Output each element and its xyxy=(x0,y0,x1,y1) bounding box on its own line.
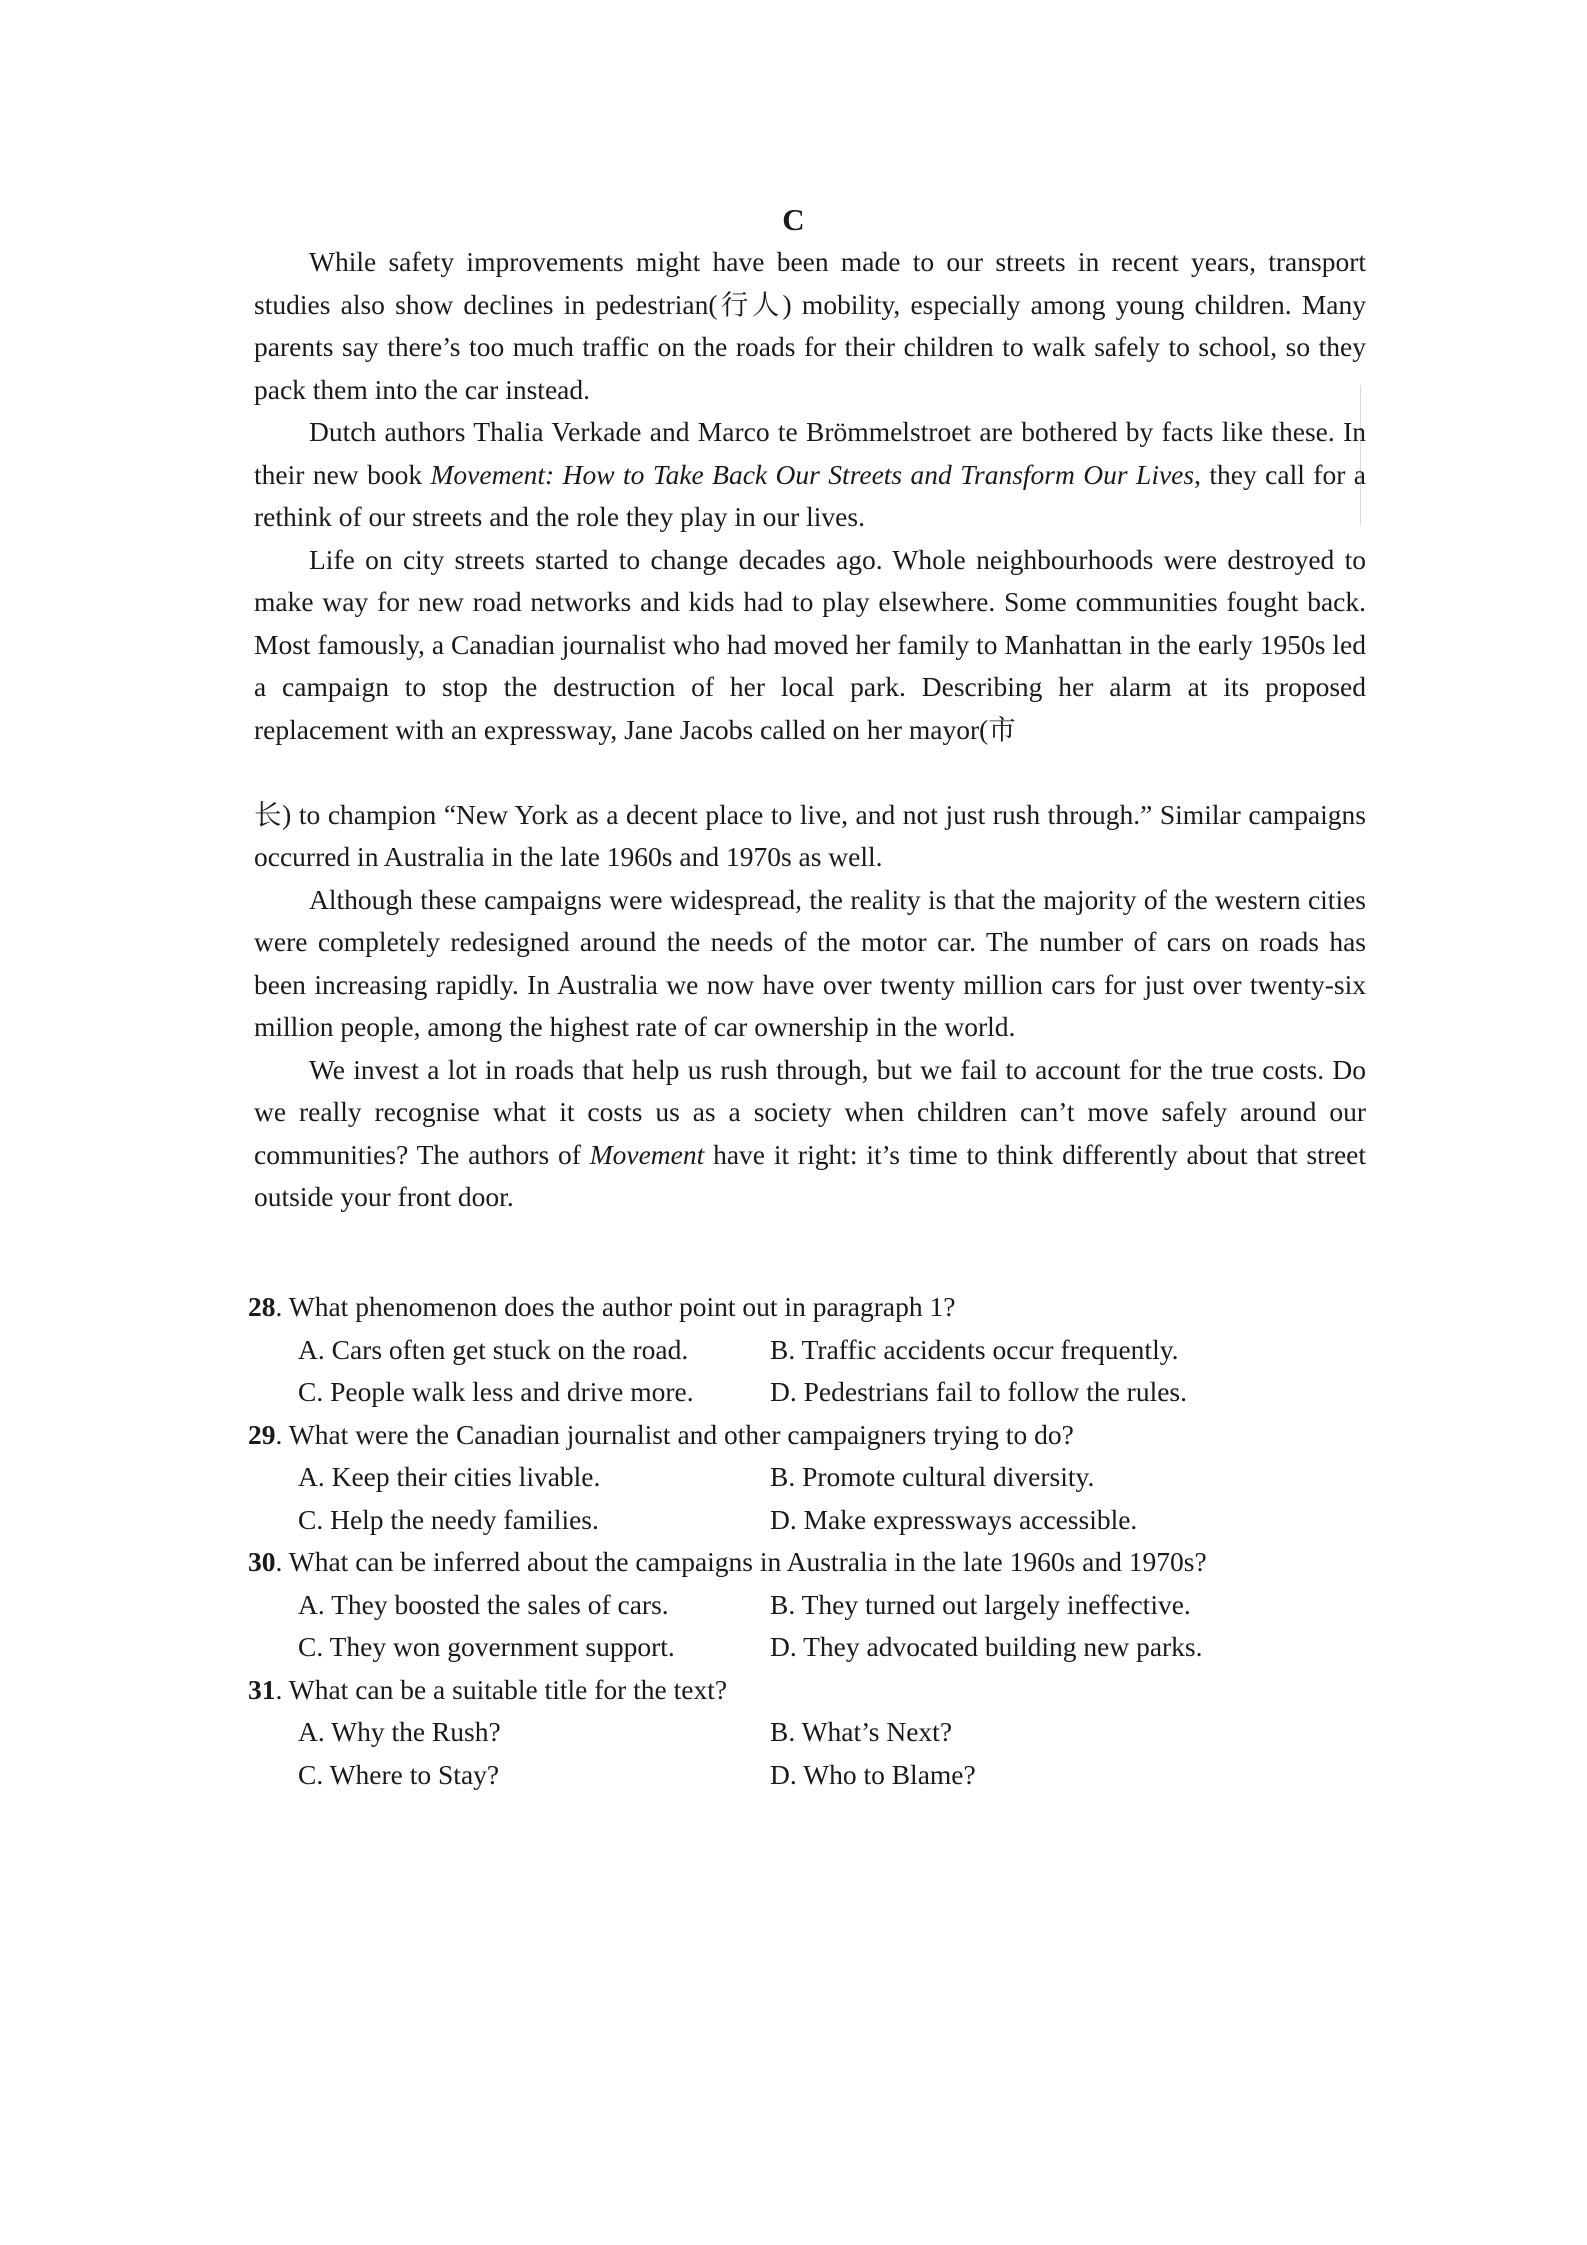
paragraph-3: Life on city streets started to change decades ago. Whole neighbourhoods were destroyed to make way for new road networks and kids had to play elsewhere. Some communities fought back. Most famously, a Canadian journalist who had moved her family to Manhattan in the early 1950s led a campaign to stop the destruction of her local park. Describing her alarm at its proposed replacement with an expressway, Jane Jacobs called on her mayor(市 xyxy=(254,543,1366,745)
option-row xyxy=(248,1499,1378,1542)
paragraph-4: Although these campaigns were widespread, the reality is that the majority of the western cities were completely redesigned around the needs of the motor car. The number of cars on roads has been increasing rapidly. In Australia we now have over twenty million cars for just over twenty-six million people, among the highest rate of car ownership in the world. xyxy=(254,883,1366,1042)
option-row xyxy=(248,1456,1378,1499)
option-d[interactable]: D. Who to Blame? xyxy=(770,1758,976,1790)
option-c[interactable]: C. They won government support. xyxy=(298,1631,675,1662)
paragraph-5-text: We invest a lot in roads that help us rush through, but we fail to account for the true costs. Do we really recognise what it costs us as a society when children can’t move safely around our communities? The authors of xyxy=(254,1053,1366,1170)
question-stem: 31. What can be a suitable title for the text? xyxy=(248,1673,728,1705)
option-b[interactable]: B. Traffic accidents occur frequently. xyxy=(770,1333,1179,1365)
paragraph-2-text-end: , they call for a rethink of our streets and the role they play in our lives. xyxy=(254,458,1366,532)
question-text: What can be inferred about the campaigns in Australia in the late 1960s and 1970s? xyxy=(288,1546,1207,1577)
option-a[interactable]: A. Cars often get stuck on the road. xyxy=(298,1333,689,1365)
option-row xyxy=(248,1754,1378,1797)
question-stem: 29. What were the Canadian journalist and other campaigners trying to do? xyxy=(248,1418,1074,1450)
option-c[interactable]: C. Where to Stay? xyxy=(298,1758,500,1790)
question-text: What can be a suitable title for the text? xyxy=(288,1673,728,1705)
option-row xyxy=(248,1626,1378,1669)
question-stem: 30. What can be inferred about the campaigns in Australia in the late 1960s and 1970s? xyxy=(248,1546,1207,1577)
option-a[interactable]: A. They boosted the sales of cars. xyxy=(298,1588,669,1620)
option-row xyxy=(248,1329,1378,1372)
option-d[interactable]: D. Make expressways accessible. xyxy=(770,1503,1138,1535)
question-number: 30 xyxy=(248,1546,276,1577)
option-b[interactable]: B. What’s Next? xyxy=(770,1716,953,1747)
option-row xyxy=(248,1371,1378,1414)
option-c[interactable]: C. People walk less and drive more. xyxy=(298,1376,694,1407)
option-row xyxy=(248,1711,1378,1754)
option-d[interactable]: D. They advocated building new parks. xyxy=(770,1631,1203,1662)
option-b[interactable]: B. They turned out largely ineffective. xyxy=(770,1588,1191,1620)
option-a[interactable]: A. Why the Rush? xyxy=(298,1716,501,1747)
question-31 xyxy=(248,1669,1378,1797)
question-text: What phenomenon does the author point out in paragraph 1? xyxy=(288,1291,956,1322)
option-b[interactable]: B. Promote cultural diversity. xyxy=(770,1461,1095,1492)
book-title: Movement: How to Take Back Our Streets and Transform Our Lives xyxy=(430,458,1195,490)
option-d[interactable]: D. Pedestrians fail to follow the rules. xyxy=(770,1376,1187,1407)
option-row xyxy=(248,1584,1378,1627)
question-text: What were the Canadian journalist and other campaigners trying to do? xyxy=(288,1418,1074,1450)
question-list xyxy=(248,1286,1378,1796)
question-28 xyxy=(248,1286,1378,1414)
question-29 xyxy=(248,1414,1378,1542)
section-heading: C xyxy=(782,202,805,237)
paragraph-3-continued: 长) to champion “New York as a decent place to live, and not just rush through.” Similar campaigns occurred in Australia in the late 1960s and 1970s as well. xyxy=(254,798,1366,872)
question-stem: 28. What phenomenon does the author point out in paragraph 1? xyxy=(248,1291,956,1322)
paragraph-2 xyxy=(254,411,1366,539)
paragraph-5 xyxy=(254,1049,1366,1219)
question-30 xyxy=(248,1541,1378,1669)
reading-passage xyxy=(254,241,1366,1219)
paragraph-5-text-end: have it right: it’s time to think differently about that street outside your front door. xyxy=(254,1138,1366,1212)
book-title-short: Movement xyxy=(589,1138,705,1170)
option-a[interactable]: A. Keep their cities livable. xyxy=(298,1461,601,1492)
question-number: 28 xyxy=(248,1291,276,1322)
question-number: 31 xyxy=(248,1673,276,1705)
question-number: 29 xyxy=(248,1418,276,1450)
option-c[interactable]: C. Help the needy families. xyxy=(298,1503,599,1535)
paragraph-1: While safety improvements might have been made to our streets in recent years, transport studies also show declines in pedestrian(行人) mobility, especially among young children. Many parents say there’s too much traffic on the roads for their children to walk safely to school, so they pack them into the car instead. xyxy=(254,246,1366,405)
paragraph-2-text: Dutch authors Thalia Verkade and Marco te Brömmelstroet are bothered by facts like these. In their new book xyxy=(254,416,1366,490)
